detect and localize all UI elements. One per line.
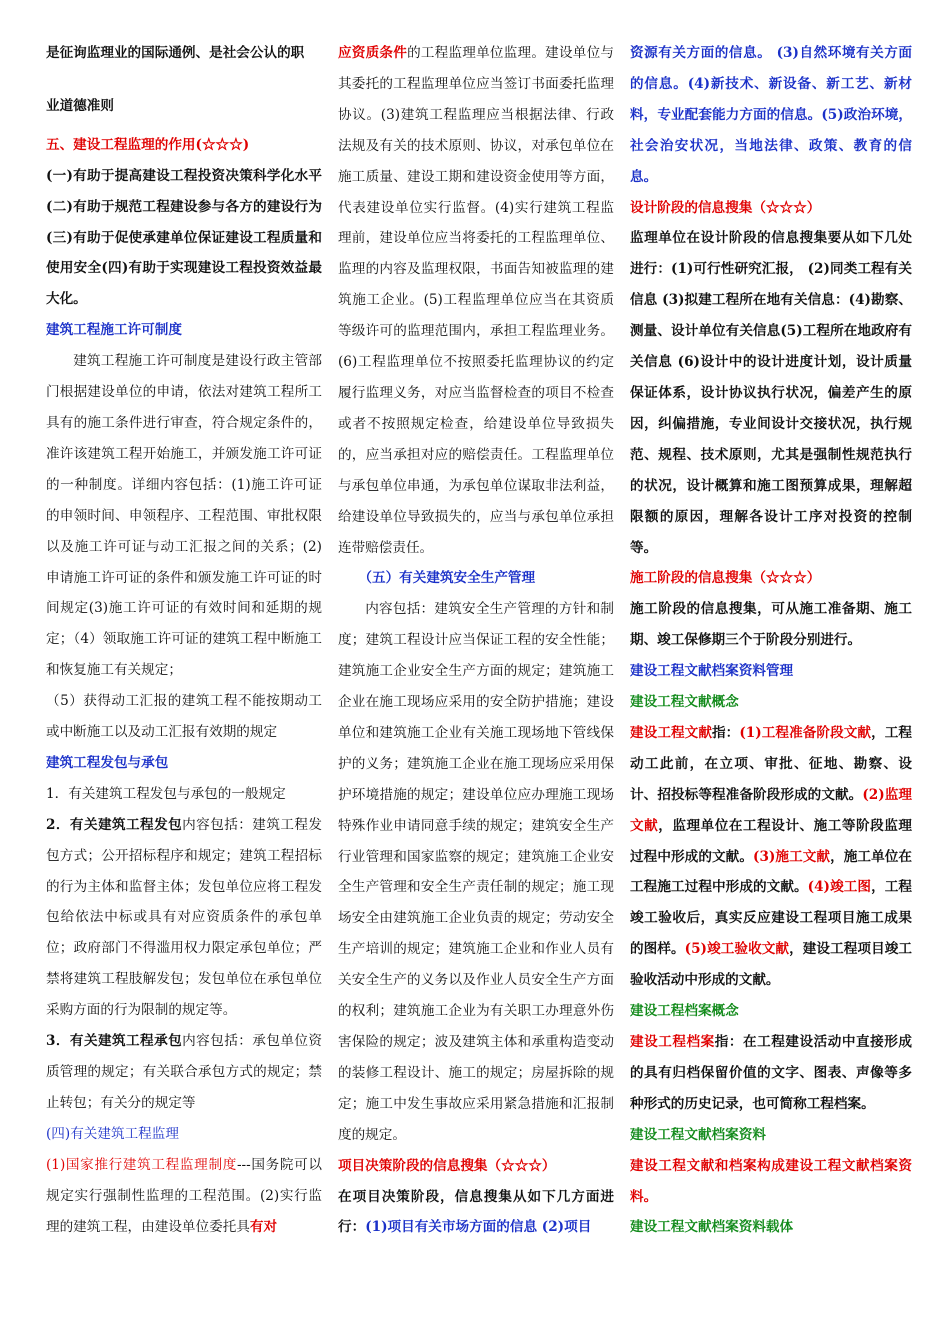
section-heading: 建设工程文献档案资料管理 (630, 663, 794, 680)
highlight-text: 应资质条件 (338, 45, 408, 61)
section-heading: 建设工程文献档案资料载体 (630, 1219, 794, 1236)
paragraph (46, 810, 322, 1026)
section-heading: 建设工程文献概念 (630, 694, 739, 711)
item-label: 2．有关建筑工程发包 (46, 816, 183, 833)
highlight-text: 有对 (249, 1218, 278, 1235)
highlight-text: (1)工程准备阶段文献 (739, 724, 872, 741)
body-text: 指： (712, 724, 740, 741)
section-heading: 施工阶段的信息搜集（☆☆☆） (630, 570, 821, 587)
item-label: 3．有关建筑工程承包 (46, 1033, 183, 1050)
paragraph: （5）获得动工汇报的建筑工程不能按期动工或中断施工以及动工汇报有效期的规定 (46, 693, 322, 741)
section-heading: 五、建设工程监理的作用(☆☆☆) (46, 136, 250, 153)
paragraph: 建设工程文献和档案构成建设工程文献档案资料。 (630, 1157, 912, 1205)
body-text: ，施工单位在工程施工过程中形成的文献。 (630, 848, 913, 896)
paragraph: 1．有关建筑工程发包与承包的一般规定 (46, 785, 286, 802)
highlight-text: 建设工程文献 (630, 724, 713, 741)
column-right (630, 38, 912, 1243)
body-text: 指：在工程建设活动中直接形成的具有归档保留价值的文字、图表、声像等多种形式的历史记录，也可简称工程档案。 (630, 1034, 913, 1112)
section-heading: 项目决策阶段的信息搜集（☆☆☆） (338, 1157, 556, 1174)
paragraph: 施工阶段的信息搜集，可从施工准备期、施工期、竣工保修期三个于阶段分别进行。 (630, 601, 912, 649)
body-text: ---国务院可以规定实行强制性监理的工程范围。(2)实行监理的建筑工程，由建设单位委托具 (46, 1156, 322, 1235)
column-middle (338, 38, 614, 1243)
body-text: 的工程监理单位监理。建设单位与其委托的工程监理单位应当签订书面委托监理协议。(3)建筑工程监理应当根据法律、行政法规及有关的技术原则、协议，对承包单位在施工质量、建设工期和建设资金使用等方面，代表建设单位实行监督。(4)实行建筑工程监理前，建设单位应当将委托的工程监理单位、监理的内容及监理权限，书面告知被监理的建筑施工企业。(5)工程监理单位应当在其资质等级许可的监理范围内，承担工程监理业务。(6)工程监理单位不按照委托监理协议的约定履行监理义务，对应当监督检查的项目不检查或者不按照规定检查，给建设单位导致损失的，应当承担对应的赔偿责任。工程监理单位与承包单位串通，为承包单位谋取非法利益，给建设单位导致损失的，应当与承包单位承担连带赔偿责任。 (338, 45, 615, 556)
paragraph (338, 38, 614, 563)
body-text: ，工程竣工验收后，真实反应建设工程项目施工成果的图样。 (630, 879, 913, 958)
section-heading: （五）有关建筑安全生产管理 (358, 570, 536, 587)
body-text: 在项目决策阶段，信息搜集从如下几方面进行： (338, 1188, 614, 1236)
paragraph: 资源有关方面的信息。 (3)自然环境有关方面的信息。(4)新技术、新设备、新工艺、新材料，专业配套能力方面的信息。(5)政治环境，社会治安状况，当地法律、政策、教育的信息。 (630, 45, 912, 185)
paragraph (630, 718, 912, 996)
paragraph (46, 1150, 322, 1243)
highlight-text: (4)竣工图 (807, 879, 872, 896)
body-text: ，建设工程项目竣工验收活动中形成的文献。 (630, 941, 913, 989)
highlight-text: (1)项目有关市场方面的信息 (2)项目 (365, 1219, 592, 1236)
paragraph: (一)有助于提高建设工程投资决策科学化水平(二)有助于规范工程建设参与各方的建设行为(三)有助于促使承建单位保证建设工程质量和使用安全(四)有助于实现建设工程投资效益最大化。 (46, 167, 322, 308)
highlight-text: (1)国家推行建筑工程监理制度 (46, 1156, 237, 1173)
section-heading: 建设工程档案概念 (630, 1003, 739, 1020)
paragraph: 建筑工程施工许可制度是建设行政主管部门根据建设单位的申请，依法对建筑工程所工具有的施工条件进行审查，符合规定条件的，准许该建筑工程开始施工，并颁发施工许可证的一种制度。详细内容包括：(1)施工许可证的申领时间、申领程序、工程范围、审批权限以及施工许可证与动工汇报之间的关系；(2)申请施工许可证的条件和颁发施工许可证的时间规定(3)施工许可证的有效时间和延期的规定；（4）领取施工许可证的建筑工程中断施工和恢复施工有关规定； (46, 353, 322, 679)
section-heading: 建设工程文献档案资料 (630, 1126, 766, 1143)
paragraph: 监理单位在设计阶段的信息搜集要从如下几处进行：(1)可行性研究汇报， (2)同类工程有关信息 (3)拟建工程所在地有关信息：(4)勘察、测量、设计单位有关信息(5)工程所在地政府有关信息 (6)设计中的设计进度计划，设计质量保证体系，设计协议执行状况，偏差产生的原因，纠偏措施，专业间设计交接状况，执行规范、规程、技术原则，尤其是强制性规范执行的状况，设计概算和施工图预算成果，理解超限额的原因，理解各设计工序对投资的控制等。 (630, 230, 912, 556)
text-line: 是征询监理业的国际通例、是社会公认的职 (46, 45, 305, 61)
paragraph (630, 1027, 912, 1120)
section-heading: 设计阶段的信息搜集（☆☆☆） (630, 199, 821, 216)
item-body: 内容包括：承包单位资质管理的规定；有关联合承包方式的规定；禁止转包；有关分的规定等 (46, 1033, 323, 1111)
section-heading: 建筑工程施工许可制度 (46, 322, 182, 339)
highlight-text: (5)竣工验收文献 (684, 941, 790, 958)
paragraph (46, 1026, 322, 1119)
highlight-text: (3)施工文献 (753, 848, 831, 865)
column-left (46, 38, 322, 1242)
item-body: 内容包括：建筑工程发包方式；公开招标程序和规定；建筑工程招标的行为主体和监督主体；发包单位应将工程发包给依法中标或具有对应资质条件的承包单位；政府部门不得滥用权力限定承包单位；严禁将建筑工程肢解发包；发包单位在承包单位采购方面的行为限制的规定等。 (46, 816, 323, 1019)
section-heading: (四)有关建筑工程监理 (46, 1125, 179, 1142)
paragraph: 内容包括：建筑安全生产管理的方针和制度；建筑工程设计应当保证工程的安全性能；建筑施工企业安全生产方面的规定；建筑施工企业在施工现场应采用的安全防护措施；建设单位和建筑施工企业有关施工现场地下管线保护的义务；建筑施工企业在施工现场应采用保护环境措施的规定；建设单位应办理施工现场特殊作业申请同意手续的规定；建筑安全生产行业管理和国家监察的规定；建筑施工企业安全生产管理和安全生产责任制的规定；施工现场安全由建筑施工企业负责的规定；劳动安全生产培训的规定；建筑施工企业和作业人员有关安全生产的义务以及作业人员安全生产方面的权利；建筑施工企业为有关职工办理意外伤害保险的规定；波及建筑主体和承重构造变动的装修工程设计、施工的规定；房屋拆除的规定；施工中发生事故应采用紧急措施和汇报制度的规定。 (338, 601, 614, 1143)
body-text: ，监理单位在工程设计、施工等阶段监理过程中形成的文献。 (630, 817, 913, 865)
highlight-text: 建设工程档案 (630, 1034, 715, 1050)
text-line: 业道德准则 (46, 97, 114, 114)
highlight-text: (2)监理文献 (630, 786, 912, 834)
body-text: ，工程动工此前，在立项、审批、征地、勘察、设计、招投标等程准备阶段形成的文献。 (630, 724, 913, 803)
paragraph (338, 1182, 614, 1244)
section-heading: 建筑工程发包与承包 (46, 754, 169, 771)
